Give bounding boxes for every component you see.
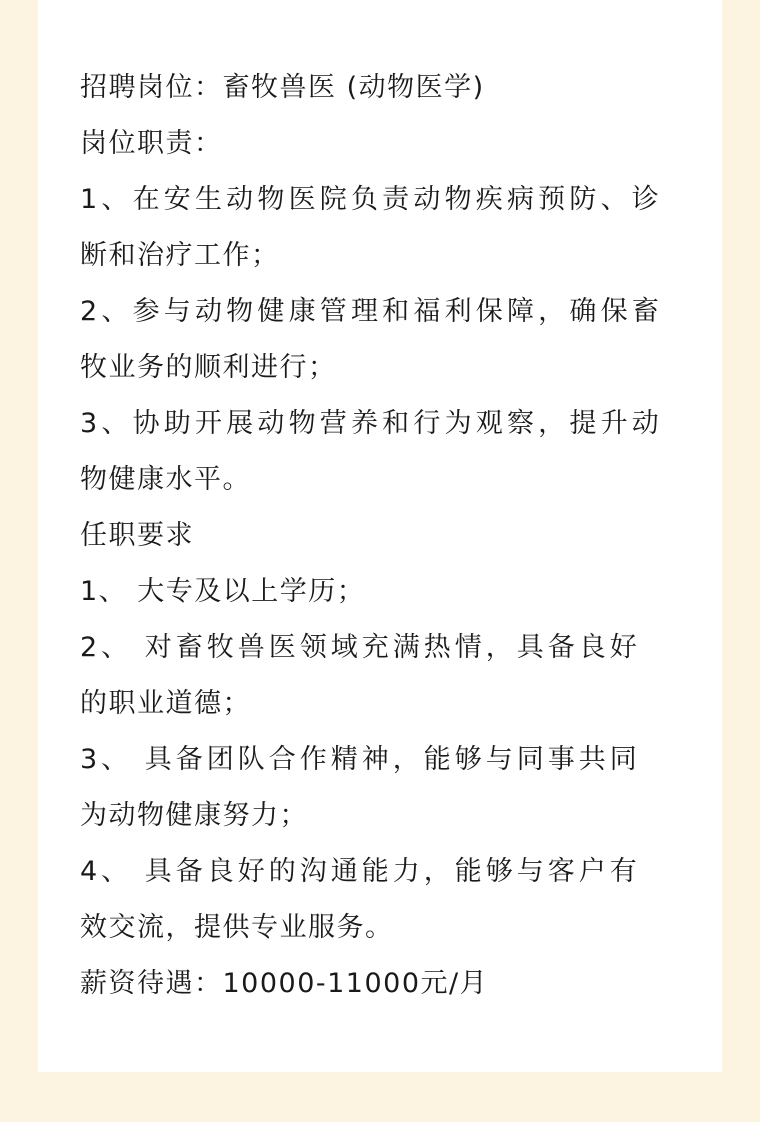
- duty-item-3-line-2: 物健康水平。: [80, 464, 251, 495]
- duties-heading: 岗位职责：: [80, 128, 223, 159]
- requirements-heading: 任职要求: [80, 520, 194, 551]
- requirement-item-4-line-1: 4、 具备良好的沟通能力，能够与客户有: [80, 856, 641, 887]
- job-posting-card: [38, 0, 722, 1072]
- requirement-item-3-line-1: 3、 具备团队合作精神，能够与同事共同: [80, 744, 641, 775]
- salary-line: 薪资待遇：10000-11000元/月: [80, 968, 489, 999]
- duty-item-3-line-1: 3、协助开展动物营养和行为观察，提升动: [80, 408, 663, 439]
- requirement-item-1: 1、 大专及以上学历；: [80, 576, 366, 607]
- duty-item-2-line-1: 2、参与动物健康管理和福利保障，确保畜: [80, 296, 663, 327]
- requirement-item-4-line-2: 效交流，提供专业服务。: [80, 912, 394, 943]
- position-title: 招聘岗位：畜牧兽医 (动物医学): [80, 72, 485, 103]
- requirement-item-2-line-2: 的职业道德；: [80, 688, 251, 719]
- duty-item-1-line-1: 1、在安生动物医院负责动物疾病预防、诊: [80, 184, 663, 215]
- duty-item-2-line-2: 牧业务的顺利进行；: [80, 352, 337, 383]
- requirement-item-2-line-1: 2、 对畜牧兽医领域充满热情，具备良好: [80, 632, 641, 663]
- job-posting-content: [80, 60, 690, 1012]
- requirement-item-3-line-2: 为动物健康努力；: [80, 800, 308, 831]
- duty-item-1-line-2: 断和治疗工作；: [80, 240, 280, 271]
